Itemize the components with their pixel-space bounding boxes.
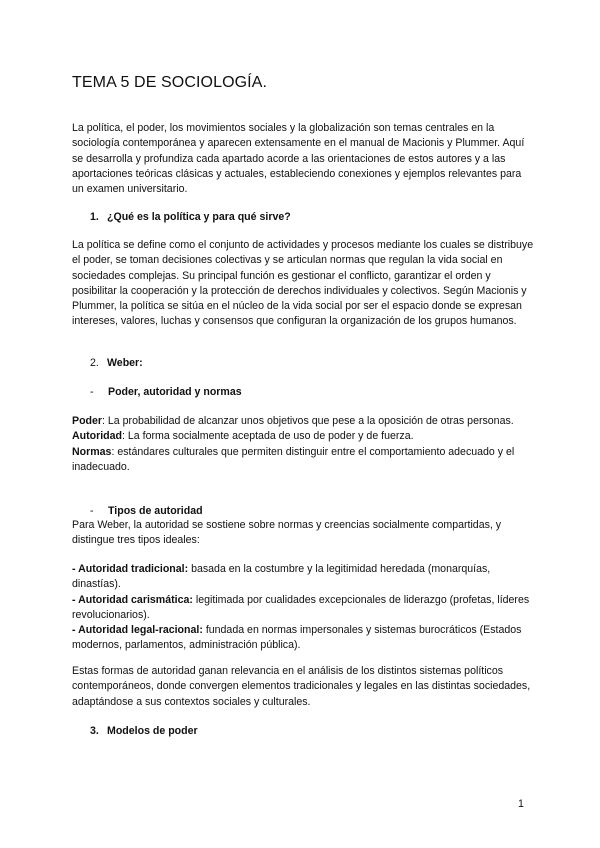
definition-normas <box>72 445 534 476</box>
subsection-poder-title: Poder, autoridad y normas <box>108 386 242 398</box>
section-1-body: La política se define como el conjunto de actividades y procesos mediante los cuales se distribuye el poder, se toman decisiones colectivas y se articulan normas que regulan la vida social en sociedades complejas. Su principal función es gestionar el conflicto, garantizar el orden y posibilitar la cooperación y la protección de derechos individuales y colectivos. Según Macionis y Plummer, la política se sitúa en el núcleo de la vida social por ser el espacio donde se expresan intereses, valores, luchas y consensos que configuran la organización de los grupos humanos. <box>72 239 534 328</box>
section-3-heading <box>90 724 198 739</box>
authority-type-text: legitimada por cualidades excepcionales de liderazgo (profetas, líderes revolucionarios). <box>72 593 530 621</box>
authority-type-carismatica <box>72 593 534 624</box>
section-1-heading <box>90 210 291 225</box>
section-2-title: Weber: <box>107 357 143 369</box>
subsection-poder-heading <box>90 385 242 400</box>
subsection-tipos-dash: - <box>90 505 94 517</box>
intro-paragraph: La política, el poder, los movimientos sociales y la globalización son temas centrales en la sociología contemporánea y aparecen extensamente en el manual de Macionis y Plummer. Aquí se desarrolla y profundiza cada apartado acorde a las orientaciones de estos autores y a las aportaciones teóricas clásicas y actuales, estableciendo conexiones y ejemplos relevantes para un examen universitario. <box>72 122 525 196</box>
section-3-number: 3. <box>90 725 99 737</box>
authority-types-list <box>72 562 534 654</box>
definition-term: Autoridad <box>72 430 123 443</box>
authority-type-text: fundada en normas impersonales y sistemas burocráticos (Estados modernos, parlamentos, administración pública). <box>72 624 522 652</box>
definition-term: Normas <box>72 445 112 458</box>
definition-autoridad <box>72 429 534 444</box>
tipos-intro: Para Weber, la autoridad se sostiene sobre normas y creencias socialmente compartidas, y distingue tres tipos ideales: <box>72 519 502 547</box>
authority-type-text: basada en la costumbre y la legitimidad heredada (monarquías, dinastías). <box>72 563 491 591</box>
tipos-closing-paragraph: Estas formas de autoridad ganan relevancia en el análisis de los distintos sistemas políticos contemporáneos, donde convergen elementos tradicionales y legales en las distintas sociedades, adaptándose a sus contextos sociales y culturales. <box>72 665 531 708</box>
section-1-number: 1. <box>90 211 99 223</box>
subsection-poder-dash: - <box>90 386 94 398</box>
definition-text: : estándares culturales que permiten distinguir entre el comportamiento adecuado y el inadecuado. <box>72 445 515 473</box>
definition-text: : La forma socialmente aceptada de uso de poder y de fuerza. <box>122 430 414 443</box>
authority-type-legal-racional <box>72 623 534 654</box>
page-number: 1 <box>518 798 524 810</box>
section-1-title: ¿Qué es la política y para qué sirve? <box>107 211 291 223</box>
definition-text: : La probabilidad de alcanzar unos objetivos que pese a la oposición de otras personas. <box>102 415 514 427</box>
subsection-tipos-title: Tipos de autoridad <box>108 505 203 517</box>
document-title: TEMA 5 DE SOCIOLOGÍA. <box>72 74 268 91</box>
definition-poder <box>72 414 534 429</box>
authority-type-term: - Autoridad legal-racional: <box>72 624 203 637</box>
section-3-title: Modelos de poder <box>107 725 198 737</box>
authority-type-tradicional <box>72 562 534 593</box>
definitions-block <box>72 414 534 475</box>
section-2-heading <box>90 356 143 371</box>
subsection-tipos-heading <box>90 504 203 519</box>
definition-term: Poder <box>72 415 103 427</box>
authority-type-term: - Autoridad carismática: <box>72 593 193 606</box>
authority-type-term: - Autoridad tradicional: <box>72 563 189 575</box>
section-2-number: 2. <box>90 357 99 369</box>
